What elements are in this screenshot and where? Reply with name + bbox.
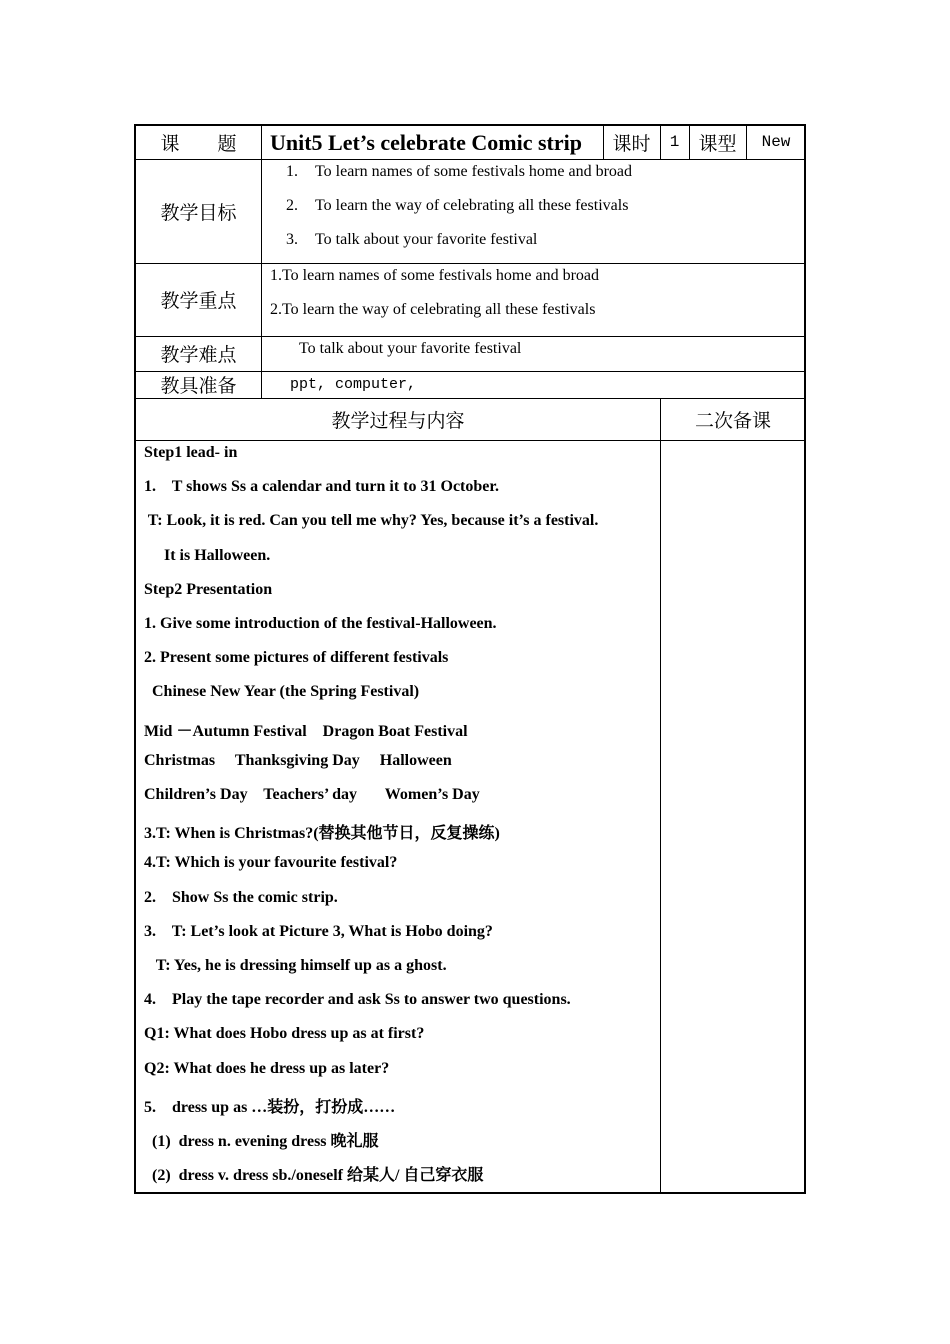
period-label: 课时 — [612, 133, 651, 155]
process-line: It is Halloween. — [144, 546, 271, 564]
key-point-item: 1.To learn names of some festivals home and broad — [270, 267, 600, 284]
objective-text: To learn names of some festivals home and broad — [315, 163, 633, 180]
second-prep-heading: 二次备课 — [694, 409, 771, 432]
objective-item — [286, 231, 537, 249]
aids-label: 教具准备 — [160, 375, 237, 397]
process-line: 5. dress up as …装扮，打扮成…… — [144, 1098, 396, 1116]
key-point-item: 2.To learn the way of celebrating all these festivals — [270, 301, 596, 318]
process-line: T: Yes, he is dressing himself up as a ghost. — [144, 957, 447, 974]
process-line: Chinese New Year (the Spring Festival) — [144, 683, 420, 701]
process-line: Step1 lead- in — [144, 444, 238, 461]
col-divider — [261, 126, 262, 398]
objective-number: 3. — [286, 231, 298, 248]
process-line: 3.T: When is Christmas?(替换其他节日，反复操练) — [144, 825, 500, 843]
process-line: Step2 Presentation — [144, 580, 273, 598]
process-line: Children’s Day Teachers’ day Women’s Day — [144, 786, 480, 803]
process-line: 2. Present some pictures of different festivals — [144, 649, 449, 667]
objective-text: To learn the way of celebrating all these festivals — [315, 197, 629, 214]
objective-number: 2. — [286, 197, 298, 214]
topic-label: 课 题 — [160, 133, 237, 155]
objective-item — [286, 197, 628, 215]
period-value: 1 — [669, 133, 680, 151]
type-label: 课型 — [698, 133, 737, 155]
row-divider — [136, 440, 804, 441]
process-line: 2. Show Ss the comic strip. — [144, 888, 338, 906]
process-line: (2) dress v. dress sb./oneself 给某人/ 自己穿衣服 — [144, 1167, 484, 1185]
col-divider — [660, 398, 661, 1192]
process-line: 3. T: Let’s look at Picture 3, What is Hobo doing? — [144, 922, 493, 940]
process-line: 4.T: Which is your favourite festival? — [144, 854, 398, 872]
lesson-title: Unit5 Let’s celebrate Comic strip — [270, 130, 582, 155]
objective-text: To talk about your favorite festival — [315, 231, 538, 248]
process-line: Mid －Autumn Festival Dragon Boat Festival — [144, 722, 468, 740]
difficulties-label: 教学难点 — [160, 344, 237, 366]
process-line: 1. T shows Ss a calendar and turn it to 31 October. — [144, 478, 500, 496]
key-points-label: 教学重点 — [160, 290, 237, 312]
process-line: Christmas Thanksgiving Day Halloween — [144, 751, 452, 769]
objective-number: 1. — [286, 163, 298, 180]
process-line: Q1: What does Hobo dress up as at first? — [144, 1025, 425, 1043]
objectives-label: 教学目标 — [160, 201, 237, 224]
objective-item — [286, 163, 632, 181]
difficulty-text: To talk about your favorite festival — [299, 340, 522, 357]
process-line: (1) dress n. evening dress 晚礼服 — [144, 1133, 379, 1150]
lesson-plan-table — [134, 124, 806, 1194]
process-line: T: Look, it is red. Can you tell me why? Yes, because it’s a festival. — [144, 512, 599, 530]
process-line: 4. Play the tape recorder and ask Ss to answer two questions. — [144, 991, 571, 1009]
aids-text: ppt, computer, — [290, 376, 417, 393]
process-line: 1. Give some introduction of the festival-Halloween. — [144, 615, 497, 632]
type-value: New — [761, 133, 791, 151]
process-heading: 教学过程与内容 — [331, 409, 465, 432]
process-line: Q2: What does he dress up as later? — [144, 1059, 390, 1077]
